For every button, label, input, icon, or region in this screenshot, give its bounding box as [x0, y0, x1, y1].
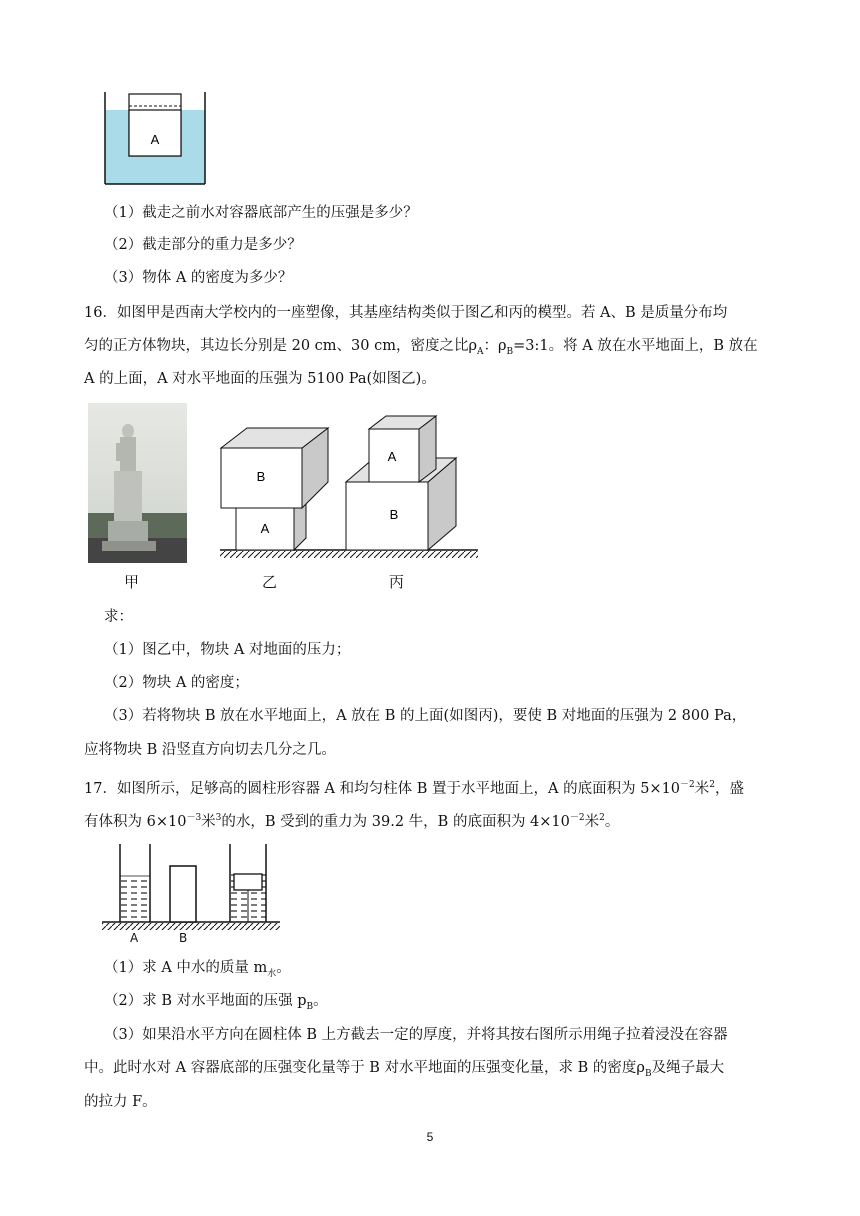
q16-line2-part: ：ρ	[483, 338, 507, 354]
q16-sub2: （2）物块 A 的密度；	[104, 675, 249, 691]
yi-label-b: B	[256, 469, 266, 484]
sub-b: B	[644, 1068, 652, 1079]
figure-bing	[346, 416, 456, 550]
exp: －3	[186, 813, 202, 823]
q17-figure	[100, 842, 282, 946]
rho-sub-a: A	[477, 346, 484, 357]
block-figures	[218, 414, 480, 564]
q17-sub2-part: （2）求 B 对水平地面的压强 p	[104, 993, 307, 1009]
q17-sub2-part: 。	[313, 993, 328, 1009]
statue-photo	[88, 403, 187, 563]
q17-sub3-part: 及绳子最大	[651, 1060, 725, 1076]
q17-label-a: A	[130, 931, 139, 945]
bing-label-b: B	[389, 507, 399, 522]
exp: －2	[680, 780, 695, 790]
q17-line1-part: ，盛	[715, 780, 744, 797]
exp: －2	[569, 813, 585, 823]
exp: 2	[709, 780, 715, 790]
exp: 3	[215, 813, 222, 823]
bing-label-a: A	[387, 449, 397, 464]
q16-ask: 求：	[104, 609, 133, 625]
caption-bing: 丙	[389, 573, 405, 591]
q17-line2-part: 的水，B 受到的重力为 39.2 牛，B 的底面积为 4×10	[221, 813, 570, 830]
caption-jia: 甲	[124, 573, 140, 591]
figure-yi	[221, 428, 328, 550]
q17-label-b: B	[179, 931, 188, 945]
q16-sub3-l1: （3）若将物块 B 放在水平地面上，A 放在 B 的上面(如图丙)，要使 B 对地面的压强为 2 800 Pa，	[104, 708, 747, 724]
q15-sub1: （1）截走之前水对容器底部产生的压强是多少？	[104, 205, 418, 221]
sub-b: B	[306, 1001, 314, 1012]
q17-sub3-l1: （3）如果沿水平方向在圆柱体 B 上方截去一定的厚度，并将其按右图所示用绳子拉着浸没在容器	[104, 1027, 728, 1043]
q17-sub3-l2	[84, 1058, 724, 1084]
q17-sub2	[104, 991, 328, 1017]
q16-line1: 16．如图甲是西南大学校内的一座塑像，其基座结构类似于图乙和丙的模型。若 A、B 是质量分布均	[84, 305, 728, 321]
q15-sub2: （2）截走部分的重力是多少？	[104, 237, 302, 253]
q16-sub1: （1）图乙中，物块 A 对地面的压力；	[104, 642, 351, 658]
page-number: 5	[426, 1130, 434, 1144]
rho-sub-b: B	[506, 346, 514, 357]
q16-line2-part: 匀的正方体物块，其边长分别是 20 cm、30 cm，密度之比ρ	[84, 338, 477, 354]
q17-line2-part: 。	[604, 813, 620, 830]
q16-line3: A 的上面，A 对水平地面的压强为 5100 Pa(如图乙)。	[84, 371, 436, 387]
q17-sub3-l3: 的拉力 F。	[84, 1094, 157, 1110]
q17-line1-part: 17．如图所示，足够高的圆柱形容器 A 和均匀柱体 B 置于水平地面上，A 的底面积为 5×10	[84, 780, 681, 797]
q15-sub3: （3）物体 A 的密度为多少？	[104, 270, 293, 286]
q16-line2-part: =3:1。将 A 放在水平地面上，B 放在	[513, 338, 758, 354]
block-a-label: A	[150, 132, 160, 147]
q17-line2-part: 米	[584, 813, 600, 830]
exp: 2	[599, 813, 605, 823]
q17-sub1-part: （1）求 A 中水的质量 m	[104, 960, 268, 976]
q17-line2-part: 有体积为 6×10	[84, 813, 187, 830]
yi-label-a: A	[260, 521, 270, 536]
q17-line1-part: 米	[694, 780, 710, 797]
q17-sub1	[104, 958, 291, 984]
q16-line2	[84, 336, 758, 362]
q17-sub3-part: 中。此时水对 A 容器底部的压强变化量等于 B 对水平地面的压强变化量，求 B 的密度ρ	[84, 1060, 645, 1076]
q17-line2	[84, 808, 619, 832]
q17-line1	[84, 775, 744, 799]
container-figure	[100, 92, 210, 187]
q16-sub3-l2: 应将物块 B 沿竖直方向切去几分之几。	[84, 742, 336, 758]
q17-sub1-part: 。	[276, 960, 291, 976]
sub-water: 水	[267, 968, 277, 979]
q17-line2-part: 米	[201, 813, 216, 830]
caption-yi: 乙	[262, 573, 278, 591]
